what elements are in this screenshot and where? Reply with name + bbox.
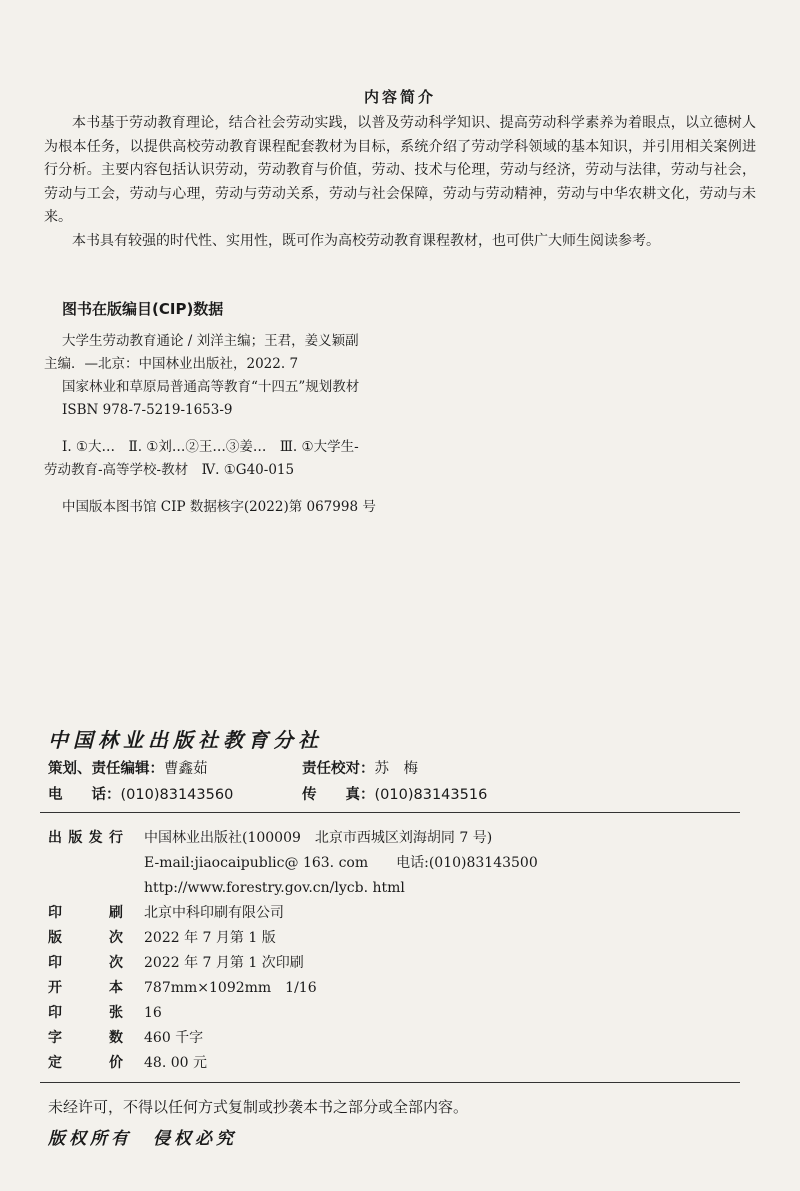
intro-title: 内容简介 (363, 88, 436, 106)
url-line: http://www.forestry.gov.cn/lycb. html (144, 880, 405, 896)
cip-class-line: Ⅰ. ①大… Ⅱ. ①刘…②王…③姜… Ⅲ. ①大学生- (62, 439, 359, 455)
rights-statement: 版权所有 侵权必究 (48, 1129, 237, 1149)
cip-block (44, 330, 484, 519)
edition-value: 2022 年 7 月第 1 版 (144, 930, 276, 946)
fax-info: 传 真：(010)83143516 (302, 787, 488, 803)
publisher-label: 出 版 发 行 (48, 830, 124, 846)
phone-info: 电 话：(010)83143560 (48, 787, 234, 803)
publisher-value: 中国林业出版社(100009 北京市西城区刘海胡同 7 号) (144, 830, 493, 846)
copy-notice: 未经许可，不得以任何方式复制或抄袭本书之部分或全部内容。 (48, 1098, 469, 1116)
price-label: 定 价 (48, 1055, 124, 1071)
price-value: 48. 00 元 (144, 1055, 207, 1071)
branch-name: 中国林业出版社教育分社 (48, 728, 323, 752)
cip-isbn: ISBN 978-7-5219-1653-9 (62, 402, 233, 418)
sheets-value: 16 (144, 1005, 162, 1021)
printing-label: 印 次 (48, 955, 124, 971)
cip-title: 图书在版编目(CIP)数据 (62, 300, 224, 318)
divider (40, 1082, 740, 1083)
edition-label: 版 次 (48, 930, 124, 946)
proofreader-info: 责任校对：苏 梅 (302, 761, 418, 777)
format-label: 开 本 (48, 980, 124, 996)
intro-paragraph: 本书基于劳动教育理论，结合社会劳动实践，以普及劳动科学知识、提高劳动科学素养为着眼点，以立德树人为根本任务，以提供高校劳动教育课程配套教材为目标，系统介绍了劳动学科领域的基本知识，并引用相关案例进行分析。主要内容包括认识劳动，劳动教育与价值，劳动、技术与伦理，劳动与经济，劳动与法律，劳动与社会，劳动与工会，劳动与心理，劳动与劳动关系，劳动与社会保障，劳动与劳动精神，劳动与中华农耕文化，劳动与未来。 (44, 115, 756, 225)
cip-line: 主编．—北京：中国林业出版社，2022. 7 (44, 356, 299, 372)
wordcount-label: 字 数 (48, 1030, 124, 1046)
divider (40, 812, 740, 813)
publishing-block (48, 826, 748, 1076)
cip-class-line: 劳动教育-高等学校-教材 Ⅳ. ①G40-015 (44, 462, 295, 478)
staff-block (48, 756, 748, 808)
printing-value: 2022 年 7 月第 1 次印刷 (144, 955, 304, 971)
print-value: 北京中科印刷有限公司 (144, 905, 284, 921)
intro-body (44, 112, 756, 253)
sheets-label: 印 张 (48, 1005, 124, 1021)
format-value: 787mm×1092mm 1/16 (144, 980, 317, 996)
email-line: E-mail:jiaocaipublic@ 163. com 电话:(010)83143500 (144, 855, 538, 871)
cip-line: 大学生劳动教育通论 / 刘洋主编；王君，姜义颖副 (62, 333, 359, 349)
editor-info: 策划、责任编辑：曹鑫茹 (48, 761, 208, 777)
cip-line: 国家林业和草原局普通高等教育“十四五”规划教材 (62, 379, 360, 395)
wordcount-value: 460 千字 (144, 1030, 204, 1046)
print-label: 印 刷 (48, 905, 124, 921)
intro-paragraph: 本书具有较强的时代性、实用性，既可作为高校劳动教育课程教材，也可供广大师生阅读参考。 (72, 232, 660, 249)
cip-record: 中国版本图书馆 CIP 数据核字(2022)第 067998 号 (62, 499, 376, 515)
